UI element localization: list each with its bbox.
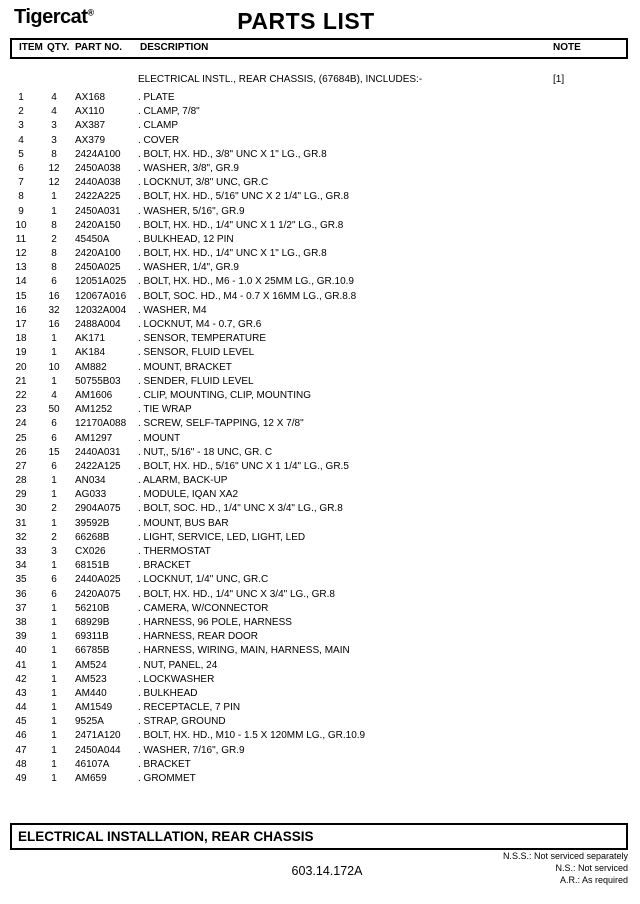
row-quantity: 1 bbox=[51, 730, 57, 742]
row-part-number: AM1549 bbox=[75, 702, 113, 714]
row-item-number: 42 bbox=[15, 673, 27, 685]
row-item-number: 24 bbox=[15, 418, 27, 430]
table-row bbox=[0, 432, 640, 446]
row-part-number: AM524 bbox=[75, 659, 107, 671]
table-row bbox=[0, 573, 640, 587]
table-row bbox=[0, 531, 640, 545]
row-description: . SCREW, SELF-TAPPING, 12 X 7/8" bbox=[138, 418, 304, 430]
row-quantity: 12 bbox=[48, 177, 60, 189]
row-item-number: 18 bbox=[15, 333, 27, 345]
document-number: 603.14.172A bbox=[291, 864, 363, 878]
row-part-number: 12051A025 bbox=[75, 276, 127, 288]
row-quantity: 2 bbox=[51, 503, 57, 515]
table-row bbox=[0, 219, 640, 233]
row-part-number: 66785B bbox=[75, 645, 110, 657]
row-description: . BRACKET bbox=[138, 560, 191, 572]
table-row bbox=[0, 715, 640, 729]
row-description: . CAMERA, W/CONNECTOR bbox=[138, 602, 269, 614]
table-row bbox=[0, 474, 640, 488]
row-item-number: 41 bbox=[15, 659, 27, 671]
row-part-number: 2471A120 bbox=[75, 730, 121, 742]
row-part-number: 2440A031 bbox=[75, 446, 121, 458]
row-quantity: 1 bbox=[51, 205, 57, 217]
row-quantity: 1 bbox=[51, 560, 57, 572]
section-title: ELECTRICAL INSTALLATION, REAR CHASSIS bbox=[18, 829, 314, 844]
row-quantity: 1 bbox=[51, 602, 57, 614]
row-description: . NUT,, 5/16" - 18 UNC, GR. C bbox=[138, 446, 273, 458]
row-quantity: 1 bbox=[51, 375, 57, 387]
row-item-number: 45 bbox=[15, 716, 27, 728]
row-part-number: 2440A025 bbox=[75, 574, 121, 586]
row-quantity: 12 bbox=[48, 162, 60, 174]
row-part-number: AN034 bbox=[75, 475, 106, 487]
row-item-number: 49 bbox=[15, 773, 27, 784]
section-title-box bbox=[10, 823, 628, 850]
row-description: . BOLT, HX. HD., M10 - 1.5 X 120MM LG., GR.10.9 bbox=[138, 730, 366, 742]
row-description: . WASHER, M4 bbox=[138, 304, 207, 316]
row-item-number: 21 bbox=[15, 375, 27, 387]
row-description: . WASHER, 3/8", GR.9 bbox=[138, 162, 239, 174]
table-row bbox=[0, 91, 640, 105]
row-item-number: 17 bbox=[15, 319, 27, 330]
row-description: . COVER bbox=[138, 134, 180, 146]
row-part-number: AX379 bbox=[75, 134, 106, 146]
row-item-number: 25 bbox=[15, 432, 27, 444]
row-description: . CLAMP bbox=[138, 120, 179, 132]
row-part-number: AX387 bbox=[75, 120, 106, 132]
row-description: . BOLT, HX. HD., 1/4" UNC X 3/4" LG., GR.8 bbox=[138, 588, 335, 600]
row-quantity: 8 bbox=[51, 219, 57, 231]
row-item-number: 28 bbox=[15, 475, 27, 487]
row-quantity: 1 bbox=[51, 687, 57, 699]
row-part-number: 39592B bbox=[75, 517, 110, 529]
row-description: . GROMMET bbox=[138, 773, 196, 784]
row-item-number: 46 bbox=[15, 730, 27, 742]
table-row bbox=[0, 162, 640, 176]
row-item-number: 44 bbox=[15, 702, 27, 714]
row-item-number: 20 bbox=[15, 361, 27, 373]
table-row bbox=[0, 758, 640, 772]
row-item-number: 15 bbox=[15, 290, 27, 302]
row-quantity: 1 bbox=[51, 744, 57, 756]
table-row bbox=[0, 205, 640, 219]
table-row bbox=[0, 630, 640, 644]
row-quantity: 6 bbox=[51, 460, 57, 472]
row-item-number: 29 bbox=[15, 489, 27, 501]
table-row bbox=[0, 673, 640, 687]
row-description: . HARNESS, REAR DOOR bbox=[138, 631, 259, 643]
column-header-note: NOTE bbox=[553, 42, 581, 53]
table-row bbox=[0, 644, 640, 658]
table-row bbox=[0, 729, 640, 743]
row-description: . BULKHEAD bbox=[138, 687, 198, 699]
row-part-number: 66268B bbox=[75, 531, 110, 543]
legend-ar: A.R.: As required bbox=[559, 874, 628, 885]
row-part-number: CX026 bbox=[75, 546, 106, 557]
row-description: . BOLT, SOC. HD., 1/4" UNC X 3/4" LG., GR.8 bbox=[138, 503, 343, 515]
row-description: . STRAP, GROUND bbox=[138, 716, 226, 728]
row-quantity: 1 bbox=[51, 191, 57, 203]
row-part-number: 12170A088 bbox=[75, 418, 127, 430]
table-row bbox=[0, 389, 640, 403]
table-row bbox=[0, 559, 640, 573]
assembly-includes-row bbox=[0, 73, 640, 87]
table-row bbox=[0, 190, 640, 204]
row-part-number: 2450A025 bbox=[75, 262, 121, 274]
row-quantity: 8 bbox=[51, 262, 57, 274]
row-item-number: 16 bbox=[15, 304, 27, 316]
assembly-description: ELECTRICAL INSTL., REAR CHASSIS, (67684B), INCLUDES:- bbox=[138, 74, 423, 85]
table-row bbox=[0, 375, 640, 389]
row-item-number: 11 bbox=[15, 233, 27, 245]
row-description: . LOCKWASHER bbox=[138, 673, 215, 685]
row-description: . LOCKNUT, 1/4" UNC, GR.C bbox=[138, 574, 269, 586]
row-quantity: 1 bbox=[51, 673, 57, 685]
row-quantity: 10 bbox=[48, 361, 60, 373]
table-row bbox=[0, 460, 640, 474]
row-part-number: 68929B bbox=[75, 616, 110, 628]
row-item-number: 36 bbox=[15, 588, 27, 600]
row-part-number: AM1606 bbox=[75, 389, 113, 401]
row-description: . HARNESS, WIRING, MAIN, HARNESS, MAIN bbox=[138, 645, 350, 657]
row-quantity: 1 bbox=[51, 773, 57, 784]
row-quantity: 3 bbox=[51, 134, 57, 146]
row-part-number: 2422A225 bbox=[75, 191, 121, 203]
row-part-number: 2420A100 bbox=[75, 248, 121, 260]
table-row bbox=[0, 403, 640, 417]
row-description: . NUT, PANEL, 24 bbox=[138, 659, 218, 671]
table-row bbox=[0, 304, 640, 318]
row-quantity: 1 bbox=[51, 702, 57, 714]
row-part-number: AX110 bbox=[75, 106, 105, 118]
row-description: . WASHER, 5/16", GR.9 bbox=[138, 205, 245, 217]
row-quantity: 2 bbox=[51, 233, 57, 245]
row-quantity: 6 bbox=[51, 574, 57, 586]
row-description: . MOUNT, BUS BAR bbox=[138, 517, 229, 529]
row-description: . BOLT, HX. HD., 1/4" UNC X 1" LG., GR.8 bbox=[138, 248, 327, 260]
brand-name: Tigercat bbox=[14, 6, 88, 28]
row-quantity: 1 bbox=[51, 631, 57, 643]
row-quantity: 1 bbox=[51, 616, 57, 628]
table-row bbox=[0, 588, 640, 602]
legend-nss: N.S.S.: Not serviced separately bbox=[502, 851, 628, 861]
row-item-number: 22 bbox=[15, 389, 27, 401]
row-item-number: 39 bbox=[15, 631, 27, 643]
row-description: . MODULE, IQAN XA2 bbox=[138, 489, 239, 501]
row-part-number: 2420A150 bbox=[75, 219, 121, 231]
registered-trademark-symbol: ® bbox=[87, 7, 94, 18]
row-quantity: 1 bbox=[51, 716, 57, 728]
row-part-number: AG033 bbox=[75, 489, 107, 501]
table-row bbox=[0, 275, 640, 289]
row-description: . TIE WRAP bbox=[138, 404, 192, 416]
row-item-number: 23 bbox=[15, 404, 27, 416]
row-quantity: 8 bbox=[51, 148, 57, 160]
row-quantity: 3 bbox=[51, 546, 57, 557]
table-row bbox=[0, 616, 640, 630]
row-quantity: 8 bbox=[51, 248, 57, 260]
page-title: PARTS LIST bbox=[237, 8, 375, 34]
row-part-number: 2488A004 bbox=[75, 319, 121, 330]
row-quantity: 6 bbox=[51, 588, 57, 600]
row-quantity: 32 bbox=[48, 304, 60, 316]
row-part-number: AM523 bbox=[75, 673, 107, 685]
row-item-number: 7 bbox=[18, 177, 24, 189]
row-part-number: 2904A075 bbox=[75, 503, 121, 515]
table-row bbox=[0, 772, 640, 786]
row-part-number: 45450A bbox=[75, 233, 110, 245]
row-item-number: 13 bbox=[15, 262, 27, 274]
row-part-number: 12032A004 bbox=[75, 304, 127, 316]
table-row bbox=[0, 346, 640, 360]
row-part-number: 2440A038 bbox=[75, 177, 121, 189]
row-description: . BOLT, HX. HD., 1/4" UNC X 1 1/2" LG., GR.8 bbox=[138, 219, 344, 231]
row-description: . WASHER, 7/16", GR.9 bbox=[138, 744, 245, 756]
row-item-number: 2 bbox=[18, 106, 24, 118]
table-row bbox=[0, 119, 640, 133]
row-item-number: 19 bbox=[15, 347, 27, 359]
row-item-number: 26 bbox=[15, 446, 27, 458]
row-quantity: 4 bbox=[51, 106, 57, 118]
row-quantity: 1 bbox=[51, 347, 57, 359]
row-item-number: 48 bbox=[15, 758, 27, 770]
row-part-number: 2450A038 bbox=[75, 162, 121, 174]
legend-ns: N.S.: Not serviced bbox=[555, 862, 628, 873]
row-description: . SENSOR, TEMPERATURE bbox=[138, 333, 266, 345]
table-row bbox=[0, 687, 640, 701]
row-part-number: 46107A bbox=[75, 758, 110, 770]
row-description: . RECEPTACLE, 7 PIN bbox=[138, 702, 241, 714]
row-item-number: 38 bbox=[15, 616, 27, 628]
assembly-note: [1] bbox=[553, 74, 565, 85]
row-part-number: 2420A075 bbox=[75, 588, 121, 600]
row-item-number: 43 bbox=[15, 687, 27, 699]
table-row bbox=[0, 417, 640, 431]
row-part-number: 2422A125 bbox=[75, 460, 121, 472]
row-item-number: 34 bbox=[15, 560, 27, 572]
row-part-number: 68151B bbox=[75, 560, 110, 572]
row-description: . HARNESS, 96 POLE, HARNESS bbox=[138, 616, 292, 628]
row-quantity: 16 bbox=[48, 319, 60, 330]
row-item-number: 1 bbox=[18, 92, 24, 103]
row-item-number: 47 bbox=[15, 744, 27, 756]
table-row bbox=[0, 176, 640, 190]
row-item-number: 12 bbox=[15, 248, 27, 260]
row-item-number: 8 bbox=[18, 191, 24, 203]
row-quantity: 4 bbox=[51, 389, 57, 401]
row-part-number: 56210B bbox=[75, 602, 110, 614]
row-quantity: 3 bbox=[51, 120, 57, 132]
row-item-number: 31 bbox=[15, 517, 27, 529]
row-quantity: 50 bbox=[48, 404, 60, 416]
row-description: . ALARM, BACK-UP bbox=[138, 475, 228, 487]
column-header-qty: QTY. bbox=[47, 42, 70, 53]
row-quantity: 1 bbox=[51, 659, 57, 671]
row-quantity: 15 bbox=[48, 446, 60, 458]
column-header-part-no: PART NO. bbox=[75, 42, 123, 53]
row-item-number: 10 bbox=[15, 219, 27, 231]
row-description: . WASHER, 1/4", GR.9 bbox=[138, 262, 239, 274]
row-item-number: 30 bbox=[15, 503, 27, 515]
row-item-number: 37 bbox=[15, 602, 27, 614]
row-part-number: AM440 bbox=[75, 687, 107, 699]
table-row bbox=[0, 545, 640, 559]
row-part-number: AK184 bbox=[75, 347, 106, 359]
row-description: . LOCKNUT, 3/8" UNC, GR.C bbox=[138, 177, 269, 189]
row-description: . BULKHEAD, 12 PIN bbox=[138, 233, 234, 245]
row-item-number: 9 bbox=[18, 205, 24, 217]
row-item-number: 33 bbox=[15, 546, 27, 557]
row-quantity: 1 bbox=[51, 489, 57, 501]
table-row bbox=[0, 744, 640, 758]
row-description: . BOLT, HX. HD., 5/16" UNC X 2 1/4" LG., GR.8 bbox=[138, 191, 349, 203]
row-quantity: 1 bbox=[51, 645, 57, 657]
row-quantity: 6 bbox=[51, 418, 57, 430]
row-item-number: 40 bbox=[15, 645, 27, 657]
row-item-number: 3 bbox=[18, 120, 24, 132]
table-row bbox=[0, 332, 640, 346]
row-quantity: 6 bbox=[51, 276, 57, 288]
row-part-number: 2450A044 bbox=[75, 744, 121, 756]
row-quantity: 4 bbox=[51, 92, 57, 103]
row-description: . SENSOR, FLUID LEVEL bbox=[138, 347, 255, 359]
row-quantity: 1 bbox=[51, 333, 57, 345]
row-description: . MOUNT, BRACKET bbox=[138, 361, 232, 373]
row-part-number: 12067A016 bbox=[75, 290, 127, 302]
column-header-description: DESCRIPTION bbox=[140, 42, 209, 53]
table-row bbox=[0, 659, 640, 673]
row-quantity: 16 bbox=[48, 290, 60, 302]
table-row bbox=[0, 446, 640, 460]
row-part-number: 9525A bbox=[75, 716, 104, 728]
row-quantity: 1 bbox=[51, 517, 57, 529]
table-row bbox=[0, 318, 640, 332]
row-part-number: AM882 bbox=[75, 361, 107, 373]
row-quantity: 6 bbox=[51, 432, 57, 444]
table-row bbox=[0, 134, 640, 148]
row-item-number: 6 bbox=[18, 162, 24, 174]
row-description: . BRACKET bbox=[138, 758, 191, 770]
table-row bbox=[0, 517, 640, 531]
row-part-number: AX168 bbox=[75, 92, 106, 103]
row-item-number: 14 bbox=[15, 276, 27, 288]
table-row bbox=[0, 105, 640, 119]
table-row bbox=[0, 148, 640, 162]
row-description: . BOLT, HX. HD., 5/16" UNC X 1 1/4" LG., GR.5 bbox=[138, 460, 349, 472]
row-part-number: AM659 bbox=[75, 773, 107, 784]
row-item-number: 32 bbox=[15, 531, 27, 543]
row-description: . CLAMP, 7/8" bbox=[138, 106, 200, 118]
row-description: . BOLT, SOC. HD., M4 - 0.7 X 16MM LG., GR.8.8 bbox=[138, 290, 357, 302]
row-part-number: 2424A100 bbox=[75, 148, 121, 160]
table-row bbox=[0, 361, 640, 375]
row-part-number: AK171 bbox=[75, 333, 106, 345]
row-part-number: 2450A031 bbox=[75, 205, 121, 217]
row-item-number: 4 bbox=[18, 134, 24, 146]
row-description: . PLATE bbox=[138, 92, 175, 103]
table-row bbox=[0, 602, 640, 616]
row-part-number: AM1252 bbox=[75, 404, 113, 416]
table-row bbox=[0, 701, 640, 715]
table-row bbox=[0, 233, 640, 247]
row-description: . MOUNT bbox=[138, 432, 181, 444]
table-row bbox=[0, 488, 640, 502]
row-item-number: 27 bbox=[15, 460, 27, 472]
row-quantity: 2 bbox=[51, 531, 57, 543]
table-row bbox=[0, 502, 640, 516]
table-row bbox=[0, 290, 640, 304]
column-header-item: ITEM bbox=[19, 42, 43, 53]
row-item-number: 5 bbox=[18, 148, 24, 160]
row-part-number: AM1297 bbox=[75, 432, 113, 444]
row-item-number: 35 bbox=[15, 574, 27, 586]
row-description: . THERMOSTAT bbox=[138, 546, 211, 557]
row-part-number: 69311B bbox=[75, 631, 109, 643]
row-description: . BOLT, HX. HD., M6 - 1.0 X 25MM LG., GR.10.9 bbox=[138, 276, 354, 288]
row-description: . BOLT, HX. HD., 3/8" UNC X 1" LG., GR.8 bbox=[138, 148, 327, 160]
row-description: . LIGHT, SERVICE, LED, LIGHT, LED bbox=[138, 531, 306, 543]
table-row bbox=[0, 247, 640, 261]
row-description: . CLIP, MOUNTING, CLIP, MOUNTING bbox=[138, 389, 311, 401]
row-quantity: 1 bbox=[51, 758, 57, 770]
row-description: . LOCKNUT, M4 - 0.7, GR.6 bbox=[138, 319, 262, 330]
row-part-number: 50755B03 bbox=[75, 375, 121, 387]
parts-rows bbox=[0, 91, 640, 786]
table-row bbox=[0, 261, 640, 275]
row-quantity: 1 bbox=[51, 475, 57, 487]
row-description: . SENDER, FLUID LEVEL bbox=[138, 375, 254, 387]
